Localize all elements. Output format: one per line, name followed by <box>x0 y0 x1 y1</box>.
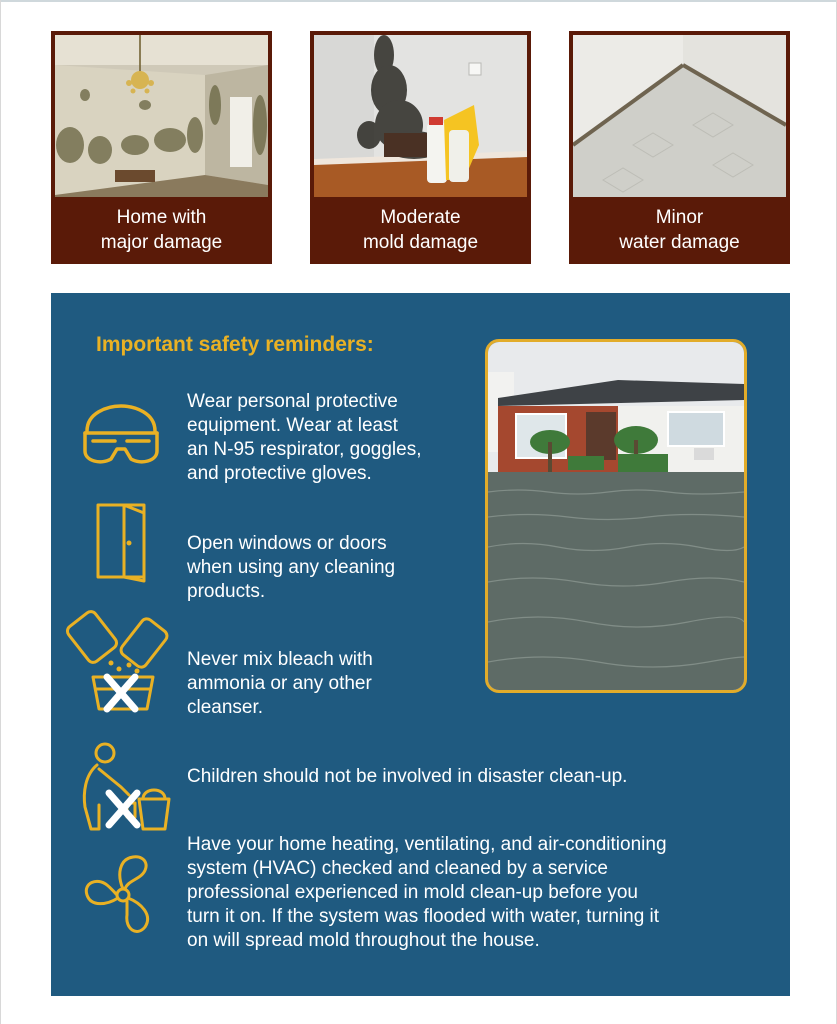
caption-line: Minor <box>655 207 704 228</box>
tip-line: Children should not be involved in disaster clean-up. <box>187 766 628 787</box>
caption-line: major damage <box>100 232 223 253</box>
tip-children-text <box>187 765 627 789</box>
flooded-house-photo <box>485 339 747 693</box>
tip-line: turn it on. If the system was flooded with water, turning it <box>187 906 660 927</box>
tip-line: on will spread mold throughout the house. <box>187 930 540 951</box>
no-mixing-chemicals-icon <box>67 605 175 717</box>
tip-line: products. <box>187 581 266 602</box>
tip-line: cleanser. <box>187 697 264 718</box>
caption-line: Home with <box>116 207 207 228</box>
tip-hvac-text <box>187 833 667 953</box>
damage-card-major <box>51 31 272 264</box>
tip-line: ammonia or any other <box>187 673 372 694</box>
tip-bleach-text <box>187 648 373 720</box>
caption-line: Moderate <box>380 207 461 228</box>
tip-line: equipment. Wear at least <box>187 415 398 436</box>
caption-line: mold damage <box>362 232 479 253</box>
tip-line: when using any cleaning <box>187 557 396 578</box>
major-damage-caption <box>51 199 272 261</box>
no-children-cleanup-icon <box>77 741 175 835</box>
tip-line: professional experienced in mold clean-up before you <box>187 882 638 903</box>
tip-line: Have your home heating, ventilating, and air-conditioning <box>187 834 667 855</box>
damage-card-minor <box>569 31 790 264</box>
minor-water-caption <box>569 199 790 261</box>
tip-ventilation-text <box>187 532 395 604</box>
safety-panel <box>51 293 790 996</box>
left-border-line <box>0 0 1 1024</box>
minor-water-photo <box>573 35 786 197</box>
tip-line: an N-95 respirator, goggles, <box>187 439 422 460</box>
caption-line: water damage <box>619 232 740 253</box>
tip-line: system (HVAC) checked and cleaned by a service <box>187 858 608 879</box>
tip-line: Open windows or doors <box>187 533 387 554</box>
moderate-mold-caption <box>310 199 531 261</box>
damage-card-moderate <box>310 31 531 264</box>
major-damage-photo <box>55 35 268 197</box>
tip-line: Wear personal protective <box>187 391 398 412</box>
tip-line: Never mix bleach with <box>187 649 373 670</box>
safety-title: Important safety reminders: <box>96 333 374 356</box>
tip-ppe-text <box>187 390 421 486</box>
fan-icon <box>81 853 165 937</box>
top-border-line <box>0 0 837 2</box>
moderate-mold-photo <box>314 35 527 197</box>
open-door-icon <box>96 503 148 583</box>
tip-line: and protective gloves. <box>187 463 372 484</box>
goggles-icon <box>81 403 161 467</box>
